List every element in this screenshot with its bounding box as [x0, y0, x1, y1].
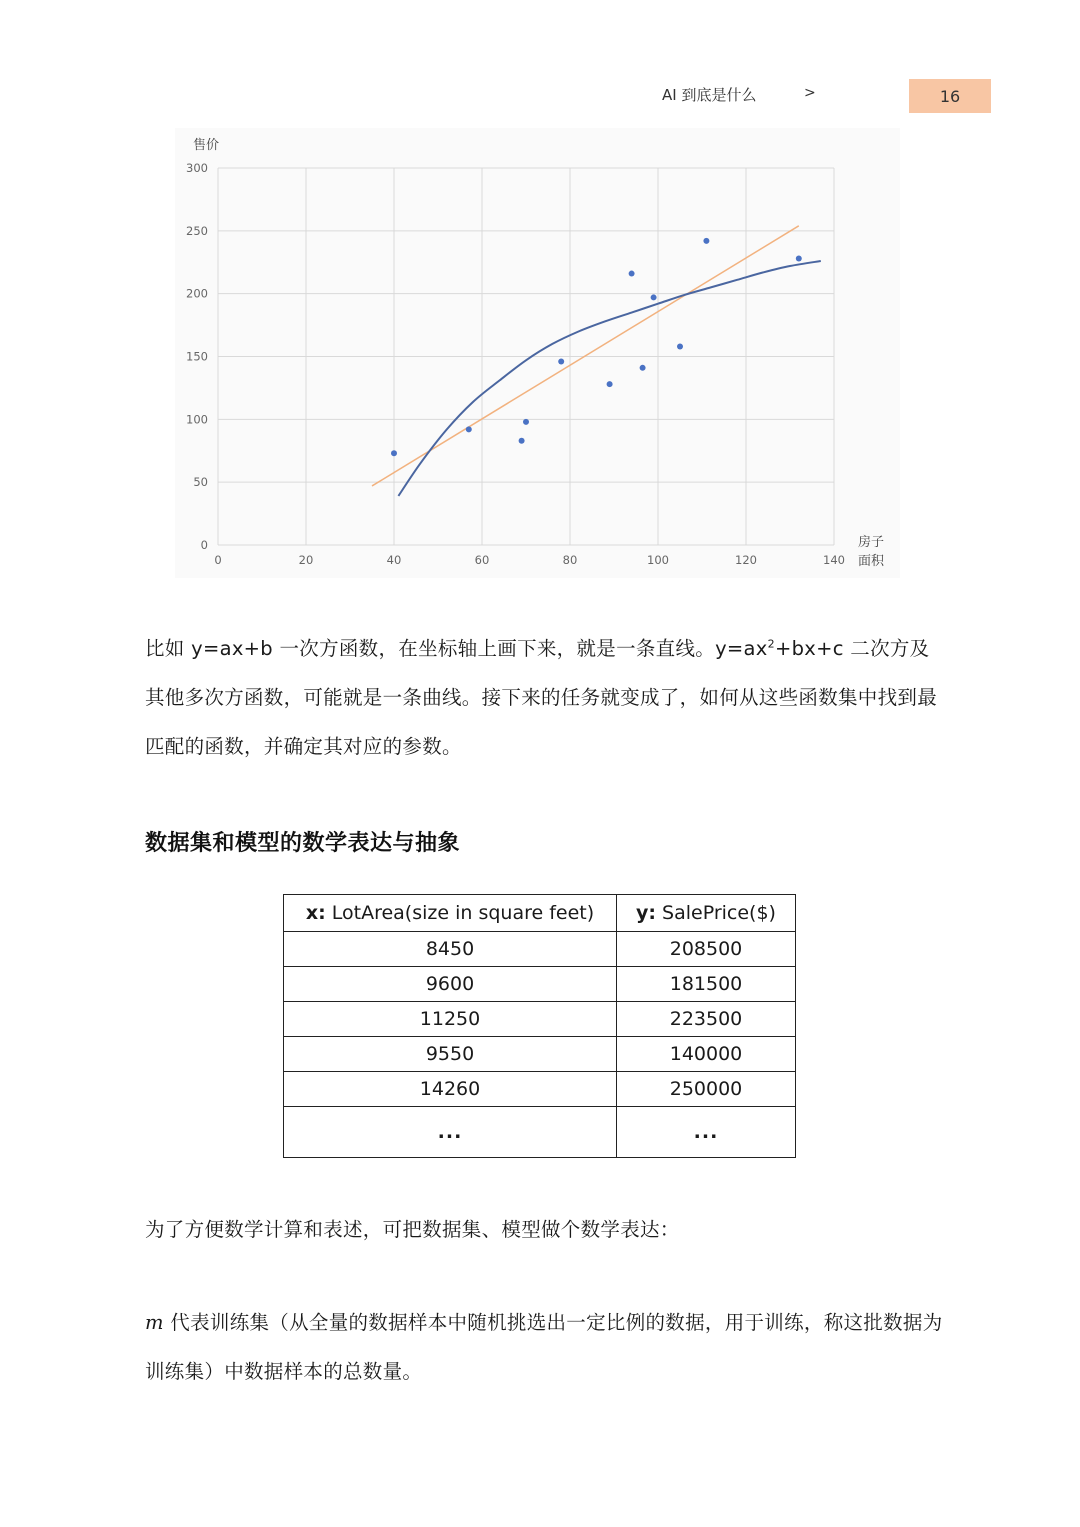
data-point [651, 294, 657, 300]
cell-y: 208500 [617, 932, 796, 967]
cell-x: 9550 [284, 1037, 617, 1072]
table-row [284, 932, 796, 967]
table-row [284, 1072, 796, 1107]
paragraph-text-a: 比如 y=ax+b 一次方函数，在坐标轴上画下来，就是一条直线。y=ax [145, 637, 768, 660]
x-tick-label: 120 [735, 553, 757, 567]
y-tick-label: 200 [186, 286, 208, 301]
exponent: 2 [767, 637, 775, 651]
table-header-row [284, 895, 796, 932]
scatter-chart [175, 128, 900, 578]
header-breadcrumb: AI 到底是什么 [662, 86, 757, 104]
data-point [558, 359, 564, 365]
y-tick-label: 300 [186, 161, 208, 175]
y-tick-label: 100 [186, 412, 208, 427]
x-axis-label-line2: 面积 [858, 554, 885, 569]
paragraph-math-expression: 为了方便数学计算和表述，可把数据集、模型做个数学表达： [145, 1218, 680, 1241]
paragraph-training-set [145, 1298, 945, 1396]
cell-x-ellipsis: ... [284, 1107, 617, 1158]
paragraph-text-b: +bx+c 二次方及其他多次方函数，可能就是一条曲线。接下来的任务就变成了，如何从这些函数集中找到最匹配的函数，并确定其对应的参数。 [145, 637, 938, 758]
cell-x: 8450 [284, 932, 617, 967]
y-axis-label: 售价 [193, 138, 220, 153]
column-header-x-prefix: x: [305, 902, 326, 924]
cell-y: 223500 [617, 1002, 796, 1037]
table-row [284, 1037, 796, 1072]
table-row-ellipsis [284, 1107, 796, 1158]
y-tick-label: 0 [200, 538, 208, 552]
data-point [523, 419, 529, 425]
column-header-x [284, 895, 617, 932]
y-tick-label: 150 [186, 349, 208, 364]
y-tick-label: 250 [186, 223, 208, 238]
data-point [796, 255, 802, 261]
y-tick-label: 50 [193, 475, 208, 490]
x-tick-label: 0 [214, 553, 222, 567]
paragraph-training-set-text: 代表训练集（从全量的数据样本中随机挑选出一定比例的数据，用于训练，称这批数据为训练集）中数据样本的总数量。 [145, 1311, 943, 1383]
cell-y: 140000 [617, 1037, 796, 1072]
data-point [677, 343, 683, 349]
data-point [519, 438, 525, 444]
variable-m: m [145, 1311, 164, 1334]
cell-y: 250000 [617, 1072, 796, 1107]
paragraph-function-types [145, 624, 945, 771]
x-tick-label: 100 [647, 553, 669, 567]
page-number-badge: 16 [909, 79, 991, 113]
x-tick-label: 140 [823, 553, 845, 567]
section-heading: 数据集和模型的数学表达与抽象 [145, 831, 461, 856]
x-tick-label: 80 [562, 553, 578, 567]
cell-x: 14260 [284, 1072, 617, 1107]
cell-x: 11250 [284, 1002, 617, 1037]
data-point [629, 271, 635, 277]
column-header-y [617, 895, 796, 932]
table-row [284, 1002, 796, 1037]
cell-y: 181500 [617, 967, 796, 1002]
chevron-right-icon[interactable]: > [804, 85, 816, 101]
data-point [466, 426, 472, 432]
cell-y-ellipsis: ... [617, 1107, 796, 1158]
dataset-table [283, 894, 796, 1158]
x-tick-label: 40 [386, 553, 402, 567]
data-point [703, 238, 709, 244]
table-row [284, 967, 796, 1002]
x-axis-label-line1: 房子 [858, 535, 885, 550]
data-point [640, 365, 646, 371]
x-tick-label: 20 [298, 553, 314, 567]
column-header-y-label: SalePrice($) [656, 902, 776, 924]
column-header-y-prefix: y: [636, 902, 656, 924]
x-tick-label: 60 [474, 553, 490, 567]
data-point [391, 450, 397, 456]
column-header-x-label: LotArea(size in square feet) [325, 902, 595, 924]
cell-x: 9600 [284, 967, 617, 1002]
data-point [607, 381, 613, 387]
